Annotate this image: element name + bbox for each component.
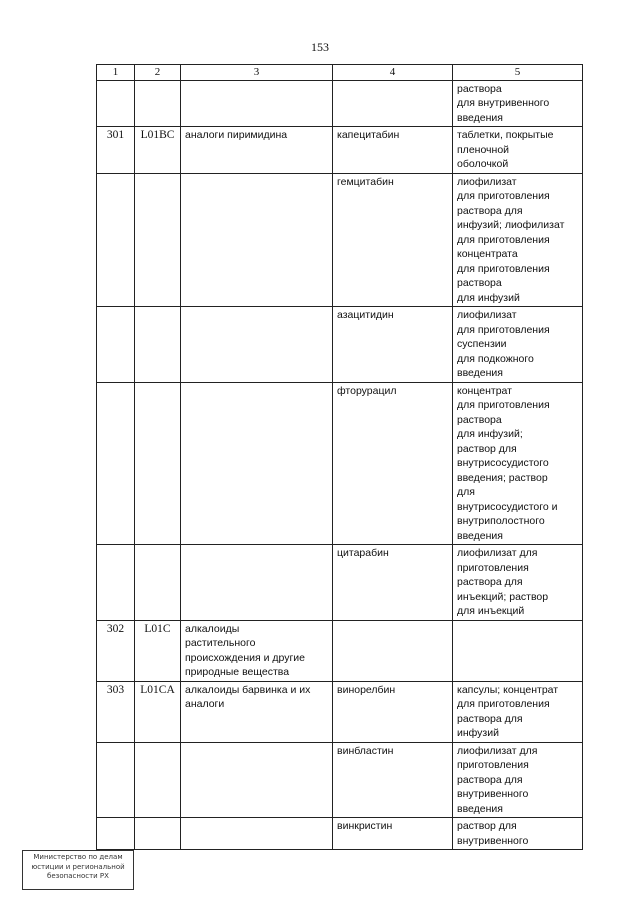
table-row	[97, 127, 583, 174]
ministry-stamp: Министерство по делам юстиции и региональной безопасности РХ	[22, 850, 134, 890]
drug-name-cell: цитарабин	[333, 545, 453, 621]
atc-code-cell	[135, 307, 181, 383]
dosage-form-cell: лиофилизат для приготовления суспензии для подкожного введения	[453, 307, 583, 383]
table-row	[97, 742, 583, 818]
table-row	[97, 681, 583, 742]
row-number-cell: 303	[97, 681, 135, 742]
table-row	[97, 818, 583, 850]
drug-name-cell	[333, 80, 453, 127]
group-name-cell	[181, 80, 333, 127]
column-header-4: 4	[333, 65, 453, 81]
drug-name-cell: винорелбин	[333, 681, 453, 742]
table-row	[97, 173, 583, 307]
table-row	[97, 80, 583, 127]
table-row	[97, 382, 583, 545]
atc-code-cell	[135, 545, 181, 621]
group-name-cell	[181, 307, 333, 383]
atc-code-cell: L01CA	[135, 681, 181, 742]
column-header-5: 5	[453, 65, 583, 81]
drug-table	[96, 64, 583, 850]
drug-name-cell: винкристин	[333, 818, 453, 850]
group-name-cell: алкалоиды барвинка и их аналоги	[181, 681, 333, 742]
atc-code-cell	[135, 173, 181, 307]
dosage-form-cell: лиофилизат для приготовления раствора для внутривенного введения	[453, 742, 583, 818]
row-number-cell	[97, 818, 135, 850]
drug-name-cell: капецитабин	[333, 127, 453, 174]
dosage-form-cell: лиофилизат для приготовления раствора для инъекций; раствор для инъекций	[453, 545, 583, 621]
page-number: 153	[311, 40, 329, 54]
group-name-cell	[181, 173, 333, 307]
dosage-form-cell	[453, 620, 583, 681]
drug-name-cell: гемцитабин	[333, 173, 453, 307]
row-number-cell	[97, 80, 135, 127]
column-header-1: 1	[97, 65, 135, 81]
table-row	[97, 307, 583, 383]
dosage-form-cell: капсулы; концентрат для приготовления раствора для инфузий	[453, 681, 583, 742]
row-number-cell	[97, 545, 135, 621]
group-name-cell	[181, 545, 333, 621]
table-row	[97, 545, 583, 621]
group-name-cell	[181, 818, 333, 850]
atc-code-cell: L01BC	[135, 127, 181, 174]
row-number-cell: 301	[97, 127, 135, 174]
drug-name-cell: фторурацил	[333, 382, 453, 545]
group-name-cell	[181, 742, 333, 818]
group-name-cell: аналоги пиримидина	[181, 127, 333, 174]
row-number-cell	[97, 742, 135, 818]
drug-name-cell	[333, 620, 453, 681]
atc-code-cell	[135, 382, 181, 545]
drug-name-cell: винбластин	[333, 742, 453, 818]
dosage-form-cell: раствор для внутривенного	[453, 818, 583, 850]
group-name-cell	[181, 382, 333, 545]
dosage-form-cell: лиофилизат для приготовления раствора для инфузий; лиофилизат для приготовления концентрата для приготовления раствора для инфузий	[453, 173, 583, 307]
column-header-2: 2	[135, 65, 181, 81]
row-number-cell	[97, 307, 135, 383]
group-name-cell: алкалоиды растительного происхождения и другие природные вещества	[181, 620, 333, 681]
table-row	[97, 620, 583, 681]
dosage-form-cell: таблетки, покрытые пленочной оболочкой	[453, 127, 583, 174]
dosage-form-cell: раствора для внутривенного введения	[453, 80, 583, 127]
drug-name-cell: азацитидин	[333, 307, 453, 383]
table-header-row	[97, 65, 583, 81]
atc-code-cell	[135, 80, 181, 127]
row-number-cell	[97, 382, 135, 545]
atc-code-cell: L01C	[135, 620, 181, 681]
row-number-cell	[97, 173, 135, 307]
column-header-3: 3	[181, 65, 333, 81]
row-number-cell: 302	[97, 620, 135, 681]
atc-code-cell	[135, 818, 181, 850]
dosage-form-cell: концентрат для приготовления раствора для инфузий; раствор для внутрисосудистого введения; раствор для внутрисосудистого и внутриполостного введения	[453, 382, 583, 545]
atc-code-cell	[135, 742, 181, 818]
